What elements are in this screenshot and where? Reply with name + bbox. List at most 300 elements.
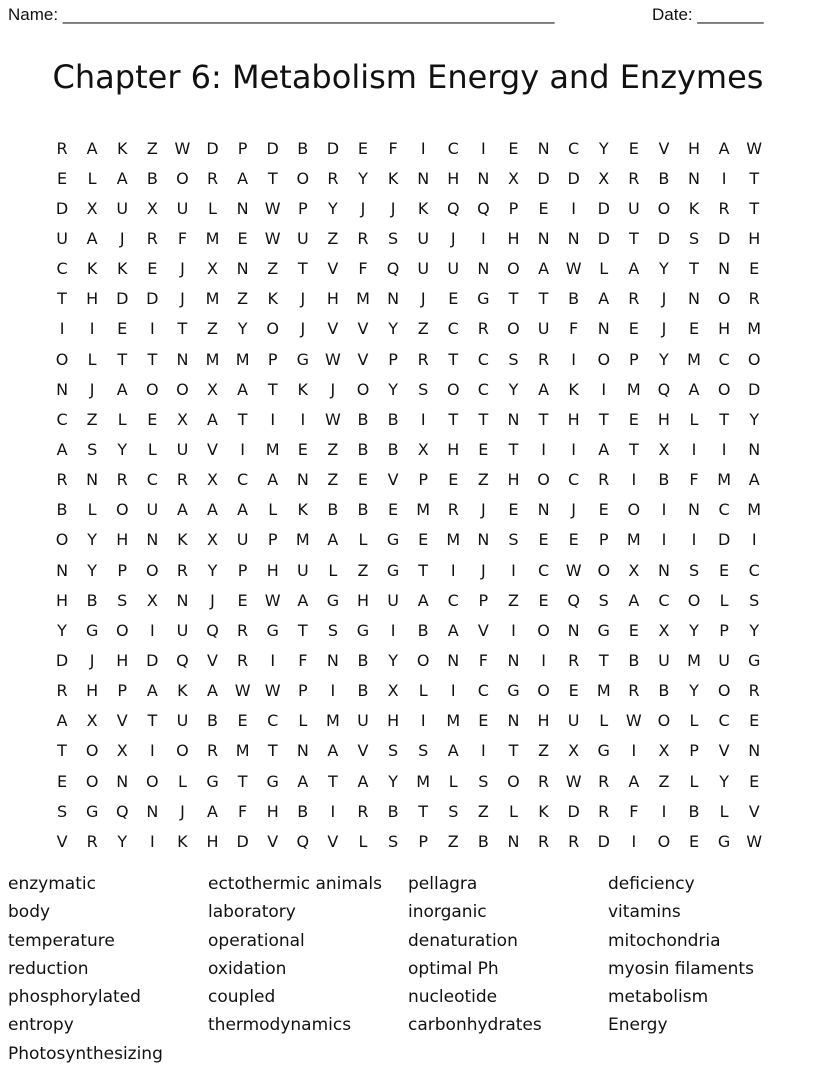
grid-letter[interactable]: C: [477, 349, 489, 369]
grid-letter[interactable]: C: [718, 711, 730, 731]
grid-letter[interactable]: X: [568, 741, 580, 761]
grid-letter[interactable]: K: [538, 801, 549, 821]
grid-letter[interactable]: R: [206, 168, 219, 188]
grid-letter[interactable]: E: [478, 711, 489, 731]
grid-letter[interactable]: N: [417, 168, 430, 188]
grid-letter[interactable]: E: [147, 259, 158, 279]
grid-letter[interactable]: G: [717, 831, 731, 851]
grid-letter[interactable]: T: [448, 349, 459, 369]
grid-letter[interactable]: G: [507, 681, 520, 701]
grid-letter[interactable]: T: [628, 439, 639, 459]
grid-letter[interactable]: E: [628, 138, 639, 158]
grid-letter[interactable]: P: [388, 349, 398, 369]
grid-letter[interactable]: E: [688, 319, 700, 339]
grid-letter[interactable]: C: [56, 259, 68, 279]
grid-letter[interactable]: A: [327, 741, 339, 761]
grid-letter[interactable]: B: [357, 650, 369, 670]
grid-letter[interactable]: M: [265, 439, 280, 459]
grid-letter[interactable]: X: [176, 409, 188, 429]
grid-letter[interactable]: Z: [447, 831, 459, 851]
grid-letter[interactable]: W: [324, 409, 341, 429]
grid-letter[interactable]: A: [628, 259, 640, 279]
grid-letter[interactable]: M: [235, 349, 250, 369]
grid-letter[interactable]: P: [117, 560, 128, 580]
grid-letter[interactable]: N: [688, 500, 700, 520]
grid-letter[interactable]: I: [420, 711, 426, 731]
grid-letter[interactable]: E: [749, 259, 760, 279]
grid-letter[interactable]: E: [448, 470, 459, 490]
grid-letter[interactable]: R: [598, 801, 610, 821]
grid-letter[interactable]: C: [477, 681, 489, 701]
grid-letter[interactable]: U: [176, 439, 189, 459]
grid-letter[interactable]: T: [628, 228, 639, 248]
grid-letter[interactable]: L: [599, 259, 609, 279]
grid-letter[interactable]: X: [658, 741, 670, 761]
grid-letter[interactable]: A: [327, 530, 339, 550]
grid-letter[interactable]: H: [748, 228, 761, 248]
grid-letter[interactable]: T: [689, 259, 699, 279]
grid-letter[interactable]: A: [237, 500, 249, 520]
grid-letter[interactable]: O: [507, 259, 520, 279]
grid-letter[interactable]: I: [661, 801, 667, 821]
grid-letter[interactable]: D: [55, 198, 69, 218]
grid-letter[interactable]: K: [177, 681, 188, 701]
grid-letter[interactable]: T: [598, 650, 609, 670]
grid-letter[interactable]: I: [541, 439, 546, 459]
grid-letter[interactable]: A: [207, 409, 218, 429]
grid-letter[interactable]: N: [236, 259, 249, 279]
grid-letter[interactable]: C: [568, 470, 580, 490]
grid-letter[interactable]: A: [447, 741, 459, 761]
grid-letter[interactable]: W: [324, 349, 341, 369]
grid-letter[interactable]: Z: [207, 319, 218, 339]
grid-letter[interactable]: Y: [388, 379, 398, 399]
grid-letter[interactable]: Y: [207, 560, 218, 580]
grid-letter[interactable]: J: [481, 560, 486, 580]
grid-letter[interactable]: V: [207, 650, 218, 670]
grid-letter[interactable]: I: [601, 379, 607, 399]
grid-letter[interactable]: W: [174, 138, 191, 158]
grid-letter[interactable]: C: [537, 560, 550, 580]
grid-letter[interactable]: E: [628, 409, 639, 429]
grid-letter[interactable]: Y: [598, 138, 609, 158]
grid-letter[interactable]: W: [746, 831, 763, 851]
grid-letter[interactable]: B: [357, 681, 369, 701]
grid-letter[interactable]: L: [268, 500, 278, 520]
grid-letter[interactable]: B: [658, 168, 670, 188]
grid-letter[interactable]: O: [55, 349, 69, 369]
grid-letter[interactable]: S: [448, 801, 459, 821]
grid-letter[interactable]: I: [89, 319, 95, 339]
grid-letter[interactable]: N: [597, 319, 610, 339]
grid-letter[interactable]: G: [477, 289, 490, 309]
grid-letter[interactable]: I: [571, 349, 576, 369]
grid-letter[interactable]: D: [146, 650, 159, 670]
grid-letter[interactable]: O: [55, 530, 69, 550]
grid-letter[interactable]: M: [416, 500, 431, 520]
grid-letter[interactable]: P: [267, 349, 278, 369]
grid-letter[interactable]: O: [176, 168, 189, 188]
grid-letter[interactable]: V: [267, 831, 279, 851]
grid-letter[interactable]: U: [296, 560, 309, 580]
grid-letter[interactable]: I: [330, 681, 336, 701]
grid-letter[interactable]: E: [388, 500, 399, 520]
grid-letter[interactable]: V: [327, 319, 339, 339]
grid-letter[interactable]: I: [571, 198, 576, 218]
grid-letter[interactable]: E: [117, 319, 128, 339]
grid-letter[interactable]: Y: [719, 771, 729, 791]
grid-letter[interactable]: W: [264, 228, 281, 248]
grid-letter[interactable]: E: [237, 590, 248, 610]
grid-letter[interactable]: T: [538, 289, 549, 309]
grid-letter[interactable]: F: [177, 228, 188, 248]
grid-letter[interactable]: T: [508, 439, 519, 459]
grid-letter[interactable]: V: [357, 319, 369, 339]
grid-letter[interactable]: Q: [567, 590, 580, 610]
grid-letter[interactable]: S: [87, 439, 98, 459]
grid-letter[interactable]: S: [327, 620, 338, 640]
grid-letter[interactable]: F: [478, 650, 488, 670]
grid-letter[interactable]: A: [417, 590, 429, 610]
grid-letter[interactable]: U: [718, 650, 730, 670]
grid-letter[interactable]: U: [417, 228, 430, 248]
grid-letter[interactable]: O: [146, 560, 159, 580]
grid-letter[interactable]: H: [86, 681, 99, 701]
grid-letter[interactable]: F: [358, 259, 368, 279]
grid-letter[interactable]: G: [326, 590, 340, 610]
grid-letter[interactable]: Y: [87, 560, 98, 580]
grid-letter[interactable]: R: [237, 650, 249, 670]
grid-letter[interactable]: W: [565, 259, 582, 279]
grid-letter[interactable]: Y: [328, 198, 338, 218]
grid-letter[interactable]: C: [718, 349, 730, 369]
grid-letter[interactable]: P: [297, 198, 308, 218]
grid-letter[interactable]: E: [538, 198, 549, 218]
grid-letter[interactable]: U: [146, 500, 159, 520]
grid-letter[interactable]: K: [387, 168, 399, 188]
grid-letter[interactable]: A: [297, 771, 309, 791]
grid-letter[interactable]: R: [146, 228, 158, 248]
grid-letter[interactable]: P: [598, 530, 609, 550]
grid-letter[interactable]: U: [176, 198, 189, 218]
grid-letter[interactable]: R: [417, 349, 429, 369]
grid-letter[interactable]: O: [85, 771, 99, 791]
grid-letter[interactable]: I: [511, 560, 516, 580]
grid-letter[interactable]: J: [360, 198, 366, 218]
grid-letter[interactable]: W: [625, 711, 642, 731]
grid-letter[interactable]: R: [86, 831, 98, 851]
grid-letter[interactable]: U: [236, 530, 249, 550]
grid-letter[interactable]: Z: [417, 319, 429, 339]
grid-letter[interactable]: U: [447, 259, 460, 279]
grid-letter[interactable]: Y: [749, 620, 760, 640]
grid-letter[interactable]: O: [507, 319, 520, 339]
grid-letter[interactable]: J: [571, 500, 576, 520]
grid-letter[interactable]: K: [568, 379, 579, 399]
grid-letter[interactable]: X: [417, 439, 429, 459]
grid-letter[interactable]: G: [597, 741, 610, 761]
grid-letter[interactable]: X: [598, 168, 610, 188]
grid-letter[interactable]: S: [388, 831, 399, 851]
grid-letter[interactable]: H: [537, 711, 550, 731]
grid-letter[interactable]: X: [146, 590, 158, 610]
grid-letter[interactable]: L: [719, 590, 729, 610]
grid-letter[interactable]: D: [717, 228, 731, 248]
grid-letter[interactable]: I: [721, 439, 727, 459]
grid-letter[interactable]: H: [86, 289, 99, 309]
grid-letter[interactable]: Z: [146, 138, 158, 158]
grid-letter[interactable]: M: [356, 289, 370, 309]
grid-letter[interactable]: M: [596, 681, 611, 701]
grid-letter[interactable]: E: [418, 530, 429, 550]
grid-letter[interactable]: N: [507, 650, 520, 670]
grid-letter[interactable]: Z: [327, 470, 339, 490]
grid-letter[interactable]: Q: [446, 198, 460, 218]
grid-letter[interactable]: O: [115, 500, 129, 520]
grid-letter[interactable]: A: [237, 379, 249, 399]
grid-letter[interactable]: B: [387, 409, 399, 429]
grid-letter[interactable]: L: [117, 409, 127, 429]
grid-letter[interactable]: Y: [117, 439, 128, 459]
grid-letter[interactable]: X: [116, 741, 128, 761]
grid-letter[interactable]: Y: [388, 650, 398, 670]
grid-letter[interactable]: H: [356, 590, 369, 610]
grid-letter[interactable]: J: [661, 319, 667, 339]
grid-letter[interactable]: J: [390, 198, 396, 218]
grid-letter[interactable]: A: [207, 801, 218, 821]
grid-letter[interactable]: D: [537, 168, 550, 188]
grid-letter[interactable]: M: [235, 741, 250, 761]
grid-letter[interactable]: M: [626, 530, 641, 550]
grid-letter[interactable]: W: [264, 681, 281, 701]
grid-letter[interactable]: H: [326, 289, 339, 309]
grid-letter[interactable]: S: [117, 590, 128, 610]
grid-letter[interactable]: J: [450, 228, 456, 248]
grid-letter[interactable]: T: [267, 168, 278, 188]
grid-letter[interactable]: L: [689, 409, 699, 429]
grid-letter[interactable]: B: [568, 289, 580, 309]
grid-letter[interactable]: A: [116, 168, 128, 188]
grid-letter[interactable]: U: [176, 711, 189, 731]
grid-letter[interactable]: B: [297, 801, 309, 821]
grid-letter[interactable]: E: [568, 530, 579, 550]
grid-letter[interactable]: N: [326, 650, 339, 670]
grid-letter[interactable]: F: [629, 801, 639, 821]
grid-letter[interactable]: R: [357, 801, 369, 821]
grid-letter[interactable]: D: [717, 530, 731, 550]
grid-letter[interactable]: N: [447, 650, 460, 670]
grid-letter[interactable]: U: [357, 711, 369, 731]
grid-letter[interactable]: I: [149, 620, 155, 640]
grid-letter[interactable]: C: [447, 138, 459, 158]
grid-letter[interactable]: E: [568, 681, 579, 701]
grid-letter[interactable]: S: [478, 771, 489, 791]
grid-letter[interactable]: E: [237, 711, 248, 731]
grid-letter[interactable]: Z: [507, 590, 519, 610]
grid-letter[interactable]: J: [89, 650, 95, 670]
grid-letter[interactable]: G: [386, 530, 400, 550]
grid-letter[interactable]: T: [448, 409, 459, 429]
grid-letter[interactable]: W: [264, 590, 281, 610]
grid-letter[interactable]: Z: [327, 439, 339, 459]
grid-letter[interactable]: D: [266, 138, 279, 158]
grid-letter[interactable]: N: [567, 228, 580, 248]
grid-letter[interactable]: B: [146, 168, 158, 188]
grid-letter[interactable]: B: [658, 470, 670, 490]
grid-letter[interactable]: W: [565, 771, 582, 791]
grid-letter[interactable]: A: [447, 620, 459, 640]
grid-letter[interactable]: N: [116, 771, 129, 791]
grid-letter[interactable]: P: [297, 681, 308, 701]
grid-letter[interactable]: L: [689, 711, 699, 731]
grid-letter[interactable]: T: [478, 409, 489, 429]
grid-letter[interactable]: E: [628, 319, 639, 339]
grid-letter[interactable]: K: [688, 198, 700, 218]
grid-letter[interactable]: O: [85, 741, 99, 761]
grid-letter[interactable]: M: [446, 711, 461, 731]
grid-letter[interactable]: X: [207, 530, 218, 550]
grid-letter[interactable]: H: [657, 409, 670, 429]
grid-letter[interactable]: O: [416, 650, 430, 670]
grid-letter[interactable]: H: [56, 590, 69, 610]
grid-letter[interactable]: N: [507, 831, 520, 851]
grid-letter[interactable]: H: [206, 831, 219, 851]
grid-letter[interactable]: D: [206, 138, 219, 158]
grid-letter[interactable]: I: [481, 228, 486, 248]
grid-letter[interactable]: Y: [87, 530, 98, 550]
grid-letter[interactable]: A: [56, 711, 68, 731]
grid-letter[interactable]: L: [87, 500, 97, 520]
grid-letter[interactable]: J: [180, 801, 185, 821]
grid-letter[interactable]: O: [717, 289, 731, 309]
grid-letter[interactable]: I: [511, 620, 516, 640]
grid-letter[interactable]: X: [628, 560, 640, 580]
grid-letter[interactable]: E: [448, 289, 459, 309]
grid-letter[interactable]: N: [477, 530, 490, 550]
grid-letter[interactable]: I: [390, 620, 396, 640]
grid-letter[interactable]: E: [719, 560, 730, 580]
grid-letter[interactable]: H: [116, 650, 129, 670]
grid-letter[interactable]: Z: [658, 771, 670, 791]
grid-letter[interactable]: N: [537, 138, 550, 158]
grid-letter[interactable]: P: [719, 620, 729, 640]
grid-letter[interactable]: S: [508, 349, 519, 369]
grid-letter[interactable]: O: [537, 470, 550, 490]
grid-letter[interactable]: A: [207, 681, 218, 701]
grid-letter[interactable]: N: [56, 560, 69, 580]
grid-letter[interactable]: Y: [508, 379, 519, 399]
grid-letter[interactable]: O: [507, 771, 520, 791]
grid-letter[interactable]: T: [237, 409, 248, 429]
grid-letter[interactable]: N: [688, 168, 700, 188]
grid-letter[interactable]: L: [208, 198, 217, 218]
grid-letter[interactable]: T: [749, 168, 760, 188]
grid-letter[interactable]: O: [537, 681, 550, 701]
grid-letter[interactable]: R: [598, 771, 610, 791]
grid-letter[interactable]: B: [477, 831, 489, 851]
grid-letter[interactable]: E: [749, 711, 760, 731]
grid-letter[interactable]: M: [626, 379, 641, 399]
grid-letter[interactable]: I: [300, 409, 306, 429]
grid-letter[interactable]: H: [447, 168, 460, 188]
grid-letter[interactable]: D: [597, 228, 610, 248]
grid-letter[interactable]: Y: [659, 259, 669, 279]
grid-letter[interactable]: B: [688, 801, 700, 821]
grid-letter[interactable]: N: [56, 379, 69, 399]
grid-letter[interactable]: D: [326, 138, 340, 158]
grid-letter[interactable]: A: [748, 470, 760, 490]
grid-letter[interactable]: U: [387, 590, 399, 610]
grid-letter[interactable]: B: [387, 801, 399, 821]
grid-letter[interactable]: V: [387, 470, 399, 490]
grid-letter[interactable]: P: [508, 198, 519, 218]
grid-letter[interactable]: K: [116, 138, 128, 158]
grid-letter[interactable]: D: [567, 801, 580, 821]
grid-letter[interactable]: E: [478, 439, 489, 459]
grid-letter[interactable]: U: [658, 650, 670, 670]
grid-letter[interactable]: A: [598, 439, 610, 459]
grid-letter[interactable]: D: [236, 831, 249, 851]
grid-letter[interactable]: T: [147, 711, 158, 731]
grid-letter[interactable]: G: [386, 560, 400, 580]
grid-letter[interactable]: P: [689, 741, 699, 761]
grid-letter[interactable]: V: [748, 801, 760, 821]
grid-letter[interactable]: T: [598, 409, 609, 429]
grid-letter[interactable]: S: [508, 530, 519, 550]
grid-letter[interactable]: I: [450, 560, 456, 580]
grid-letter[interactable]: V: [56, 831, 68, 851]
grid-letter[interactable]: J: [481, 500, 486, 520]
grid-letter[interactable]: C: [56, 409, 68, 429]
grid-letter[interactable]: A: [116, 379, 128, 399]
grid-letter[interactable]: A: [56, 439, 68, 459]
grid-letter[interactable]: B: [327, 500, 339, 520]
grid-letter[interactable]: N: [688, 289, 700, 309]
grid-letter[interactable]: B: [207, 711, 218, 731]
grid-letter[interactable]: A: [267, 470, 279, 490]
grid-letter[interactable]: A: [538, 259, 550, 279]
grid-letter[interactable]: B: [297, 138, 309, 158]
grid-letter[interactable]: R: [748, 681, 760, 701]
grid-letter[interactable]: F: [238, 801, 248, 821]
grid-letter[interactable]: B: [658, 681, 670, 701]
grid-letter[interactable]: D: [116, 289, 129, 309]
grid-letter[interactable]: V: [718, 741, 730, 761]
grid-letter[interactable]: J: [300, 289, 306, 309]
grid-letter[interactable]: I: [270, 650, 276, 670]
grid-letter[interactable]: B: [628, 650, 640, 670]
grid-letter[interactable]: I: [571, 439, 576, 459]
grid-letter[interactable]: J: [420, 289, 426, 309]
grid-letter[interactable]: M: [717, 470, 732, 490]
grid-letter[interactable]: O: [176, 741, 189, 761]
grid-letter[interactable]: W: [565, 560, 582, 580]
grid-letter[interactable]: T: [749, 198, 760, 218]
grid-letter[interactable]: R: [628, 168, 640, 188]
grid-letter[interactable]: R: [176, 470, 188, 490]
grid-letter[interactable]: B: [56, 500, 68, 520]
grid-letter[interactable]: T: [237, 771, 248, 791]
grid-letter[interactable]: C: [568, 138, 580, 158]
grid-letter[interactable]: I: [691, 530, 697, 550]
grid-letter[interactable]: I: [149, 319, 155, 339]
grid-letter[interactable]: I: [481, 138, 486, 158]
grid-letter[interactable]: S: [56, 801, 68, 821]
grid-letter[interactable]: K: [177, 831, 188, 851]
grid-letter[interactable]: G: [597, 620, 610, 640]
grid-letter[interactable]: D: [146, 289, 159, 309]
grid-letter[interactable]: F: [569, 319, 579, 339]
